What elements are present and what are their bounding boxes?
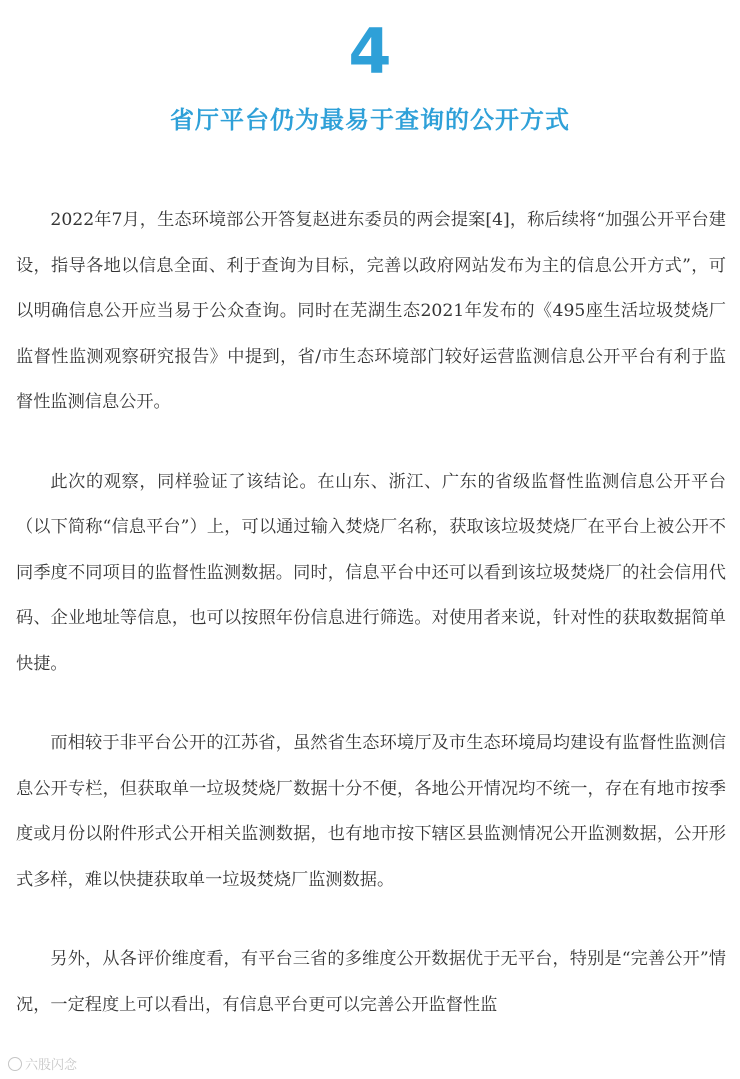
watermark-logo-icon [8, 1057, 22, 1071]
section-title: 省厅平台仍为最易于查询的公开方式 [170, 106, 570, 134]
section-number: 4 [348, 15, 392, 88]
article-body [16, 198, 726, 1062]
paragraph-4: 另外，从各评价维度看，有平台三省的多维度公开数据优于无平台，特别是“完善公开”情况，一定程度上可以看出，有信息平台更可以完善公开监督性监 [16, 949, 726, 1015]
paragraph-1: 2022年7月，生态环境部公开答复赵进东委员的两会提案[4]，称后续将“加强公开平台建设，指导各地以信息全面、利于查询为目标，完善以政府网站发布为主的信息公开方式”，可以明确信息公开应当易于公众查询。同时在芜湖生态2021年发布的《495座生活垃圾焚烧厂监督性监测观察研究报告》中提到，省/市生态环境部门较好运营监测信息公开平台有利于监督性监测信息公开。 [16, 210, 726, 412]
paragraph-2: 此次的观察，同样验证了该结论。在山东、浙江、广东的省级监督性监测信息公开平台（以下简称“信息平台”）上，可以通过输入焚烧厂名称，获取该垃圾焚烧厂在平台上被公开不同季度不同项目的监督性监测数据。同时，信息平台中还可以看到该垃圾焚烧厂的社会信用代码、企业地址等信息，也可以按照年份信息进行筛选。对使用者来说，针对性的获取数据简单快捷。 [16, 471, 726, 674]
paragraph-3: 而相较于非平台公开的江苏省，虽然省生态环境厅及市生态环境局均建设有监督性监测信息公开专栏，但获取单一垃圾焚烧厂数据十分不便，各地公开情况均不统一，存在有地市按季度或月份以附件形式公开相关监测数据，也有地市按下辖区县监测情况公开监测数据，公开形式多样，难以快捷获取单一垃圾焚烧厂监测数据。 [16, 733, 726, 890]
watermark [8, 1054, 77, 1073]
watermark-text: 六股闪念 [25, 1058, 78, 1073]
